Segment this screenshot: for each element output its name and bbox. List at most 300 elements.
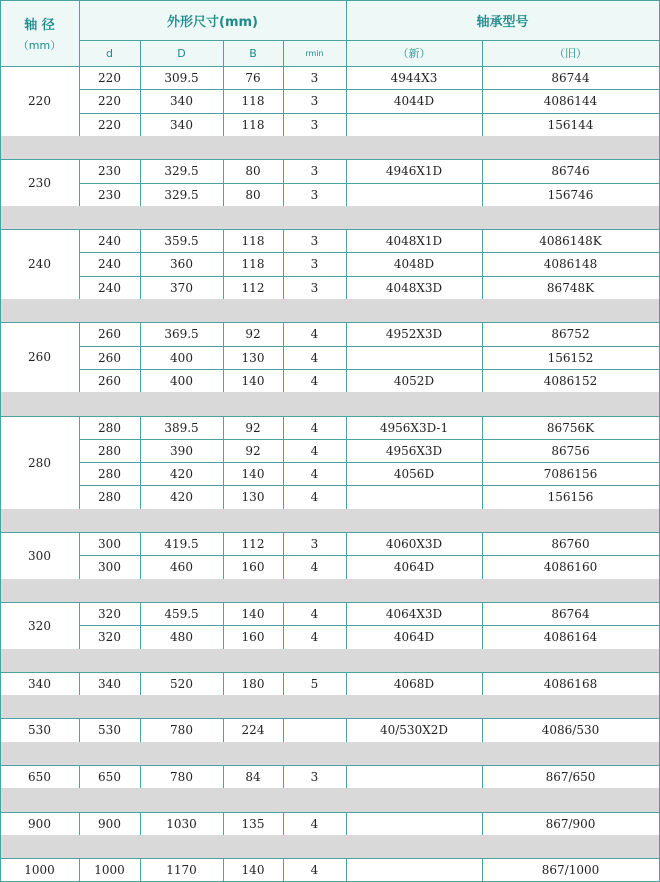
model-new-cell: 4048D [393, 257, 435, 271]
column-divider [346, 812, 347, 835]
column-divider [346, 66, 347, 136]
column-divider [482, 416, 483, 509]
inner-d-cell: 260 [98, 350, 121, 365]
column-divider [79, 229, 80, 299]
column-divider [346, 672, 347, 695]
group-separator [0, 509, 660, 532]
model-new-cell [346, 858, 482, 881]
row-divider [79, 625, 660, 626]
column-divider [283, 812, 284, 835]
column-divider [0, 649, 1, 672]
shaft-diameter-cell: 1000 [24, 862, 55, 877]
width-B-cell: 140 [241, 373, 265, 388]
column-divider [0, 532, 1, 579]
group-separator [0, 299, 660, 322]
model-new-cell: 4956X3D [385, 443, 443, 458]
column-divider [0, 159, 1, 206]
row-divider [79, 183, 660, 184]
inner-d-cell: 220 [98, 70, 121, 85]
column-divider [140, 602, 141, 649]
r-min-cell: 4 [310, 606, 319, 621]
model-old-cell: 4086/530 [541, 723, 600, 737]
group-separator [0, 695, 660, 718]
model-new-cell: 4048X1D [385, 233, 443, 248]
model-new-cell: 4068D [393, 676, 435, 691]
r-min-cell: 3 [310, 257, 319, 271]
outer-D-cell: 329.5 [164, 187, 199, 202]
column-divider [223, 858, 224, 881]
column-divider [223, 66, 224, 136]
model-old-cell: 156144 [547, 117, 594, 132]
r-min-cell: 4 [310, 862, 319, 877]
column-divider [79, 532, 80, 579]
row-divider [0, 602, 660, 603]
column-divider [0, 788, 1, 812]
model-old-cell: 867/1000 [541, 862, 600, 877]
model-new-cell: 40/530X2D [379, 723, 448, 737]
r-min-cell: 3 [310, 280, 319, 295]
outer-D-cell: 459.5 [164, 606, 199, 621]
inner-d-cell: 300 [98, 560, 121, 574]
column-divider [140, 812, 141, 835]
header-shaft-diameter [0, 1, 79, 66]
row-divider [79, 276, 660, 277]
column-divider [223, 322, 224, 392]
model-old-cell: 867/650 [545, 769, 596, 784]
outer-D-cell: 340 [170, 117, 193, 132]
outer-D-cell: 420 [170, 490, 193, 504]
inner-d-cell: 240 [98, 233, 121, 248]
outer-D-cell: 460 [170, 560, 193, 574]
column-divider [482, 765, 483, 788]
column-divider [79, 765, 80, 788]
r-min-cell: 4 [310, 350, 319, 365]
shaft-diameter-cell: 260 [28, 350, 51, 364]
header-col-rmin: rmin [283, 40, 346, 66]
header-dimensions: 外形尺寸(mm) [79, 1, 346, 40]
inner-d-cell: 220 [98, 94, 121, 108]
column-divider [346, 532, 347, 579]
outer-D-cell: 360 [170, 257, 193, 271]
column-divider [223, 812, 224, 835]
column-divider [0, 858, 1, 881]
column-divider [346, 718, 347, 742]
outer-D-cell: 1030 [166, 816, 197, 831]
column-divider [140, 66, 141, 136]
model-old-cell: 156746 [547, 187, 594, 202]
column-divider [0, 416, 1, 509]
inner-d-cell: 280 [98, 443, 121, 458]
row-divider [0, 66, 660, 67]
width-B-cell: 160 [241, 560, 265, 574]
r-min-cell: 3 [310, 164, 319, 178]
column-divider [223, 40, 224, 66]
column-divider [0, 579, 1, 602]
r-min-cell: 4 [310, 373, 319, 388]
column-divider [482, 229, 483, 299]
r-min-cell: 4 [310, 560, 319, 574]
column-divider [223, 532, 224, 579]
group-separator [0, 788, 660, 812]
header-col-d: d [79, 40, 140, 66]
header-col-outer-D: D [140, 40, 223, 66]
model-old-cell: 4086148K [539, 233, 602, 248]
column-divider [482, 66, 483, 136]
model-new-cell [346, 485, 482, 509]
row-divider [0, 0, 660, 1]
column-divider [140, 765, 141, 788]
model-new-cell: 4060X3D [385, 536, 443, 551]
column-divider [346, 159, 347, 206]
column-divider [140, 532, 141, 579]
column-divider [283, 322, 284, 392]
inner-d-cell: 280 [98, 490, 121, 504]
group-separator [0, 136, 660, 159]
column-divider [0, 322, 1, 392]
header-col-old: （旧） [482, 40, 659, 66]
shaft-diameter-cell: 530 [28, 723, 51, 737]
model-old-cell: 86760 [551, 536, 590, 551]
shaft-diameter-cell: 240 [28, 257, 51, 271]
row-divider [79, 346, 660, 347]
column-divider [79, 322, 80, 392]
column-divider [223, 416, 224, 509]
model-new-cell: 4064D [393, 630, 435, 644]
outer-D-cell: 389.5 [164, 420, 199, 435]
model-new-cell: 4952X3D [385, 327, 443, 341]
model-old-cell: 4086152 [543, 373, 598, 388]
group-separator [0, 742, 660, 765]
column-divider [0, 742, 1, 765]
row-divider [79, 462, 660, 463]
outer-D-cell: 780 [170, 769, 193, 784]
model-new-cell: 4956X3D-1 [379, 420, 449, 435]
inner-d-cell: 530 [98, 723, 121, 737]
column-divider [482, 812, 483, 835]
header-col-new: （新） [346, 40, 482, 66]
row-divider [0, 718, 660, 719]
row-divider [79, 485, 660, 486]
outer-D-cell: 419.5 [164, 536, 199, 551]
column-divider [223, 229, 224, 299]
inner-d-cell: 240 [98, 257, 121, 271]
outer-D-cell: 520 [170, 676, 193, 691]
r-min-cell: 3 [310, 70, 319, 85]
shaft-diameter-cell: 900 [28, 816, 51, 831]
model-new-cell: 4064D [393, 560, 435, 574]
header-col-B: B [223, 40, 283, 66]
r-min-cell: 4 [310, 443, 319, 458]
row-divider [79, 252, 660, 253]
inner-d-cell: 280 [98, 420, 121, 435]
column-divider [0, 718, 1, 742]
model-old-cell: 4086144 [543, 94, 598, 108]
r-min-cell: 4 [310, 490, 319, 504]
column-divider [79, 718, 80, 742]
column-divider [283, 66, 284, 136]
width-B-cell: 135 [241, 816, 265, 831]
column-divider [140, 322, 141, 392]
shaft-diameter-cell: 320 [28, 618, 51, 633]
column-divider [482, 718, 483, 742]
inner-d-cell: 900 [98, 816, 121, 831]
outer-D-cell: 340 [170, 94, 193, 108]
row-divider [79, 113, 660, 114]
r-min-cell: 4 [310, 466, 319, 481]
inner-d-cell: 220 [98, 117, 121, 132]
model-new-cell [346, 812, 482, 835]
row-divider [0, 858, 660, 859]
column-divider [140, 858, 141, 881]
model-new-cell: 4064X3D [385, 606, 443, 621]
width-B-cell: 180 [241, 676, 265, 691]
model-old-cell: 4086168 [543, 676, 598, 691]
column-divider [0, 229, 1, 299]
group-separator [0, 835, 660, 858]
outer-D-cell: 369.5 [164, 327, 199, 341]
column-divider [283, 718, 284, 742]
row-divider [79, 369, 660, 370]
inner-d-cell: 300 [98, 536, 121, 551]
row-divider [0, 532, 660, 533]
width-B-cell: 92 [245, 420, 261, 435]
width-B-cell: 118 [241, 94, 265, 108]
model-old-cell: 867/900 [545, 816, 596, 831]
r-min-cell: 3 [310, 187, 319, 202]
column-divider [0, 136, 1, 159]
outer-D-cell: 1170 [166, 862, 197, 877]
outer-D-cell: 400 [170, 373, 193, 388]
shaft-diameter-cell: 280 [28, 455, 51, 470]
outer-D-cell: 329.5 [164, 164, 199, 178]
row-divider [0, 812, 660, 813]
column-divider [79, 66, 80, 136]
header-bearing-model: 轴承型号 [346, 1, 659, 40]
row-divider [0, 159, 660, 160]
r-min-cell: 4 [310, 420, 319, 435]
model-new-cell [346, 183, 482, 206]
width-B-cell: 76 [245, 70, 261, 85]
r-min-cell: 3 [310, 769, 319, 784]
width-B-cell: 112 [241, 536, 265, 551]
group-separator [0, 206, 660, 229]
column-divider [283, 532, 284, 579]
inner-d-cell: 230 [98, 164, 121, 178]
model-new-cell: 4052D [393, 373, 435, 388]
column-divider [482, 322, 483, 392]
column-divider [79, 672, 80, 695]
width-B-cell: 130 [241, 490, 265, 504]
r-min-cell: 4 [310, 816, 319, 831]
column-divider [346, 765, 347, 788]
column-divider [140, 229, 141, 299]
outer-D-cell: 780 [170, 723, 193, 737]
row-divider [0, 322, 660, 323]
column-divider [283, 672, 284, 695]
width-B-cell: 130 [241, 350, 265, 365]
width-B-cell: 118 [241, 257, 265, 271]
model-old-cell: 86746 [551, 164, 590, 178]
row-divider [0, 672, 660, 673]
model-new-cell: 4048X3D [385, 280, 443, 295]
column-divider [140, 672, 141, 695]
model-old-cell: 4086164 [543, 630, 598, 644]
width-B-cell: 92 [245, 327, 261, 341]
inner-d-cell: 320 [98, 630, 121, 644]
inner-d-cell: 1000 [94, 862, 125, 877]
column-divider [346, 416, 347, 509]
column-divider [0, 392, 1, 416]
column-divider [482, 532, 483, 579]
model-old-cell: 86748K [546, 280, 595, 295]
column-divider [140, 40, 141, 66]
r-min-cell: 3 [310, 94, 319, 108]
r-min-cell [283, 718, 346, 742]
row-divider [0, 416, 660, 417]
row-divider [79, 555, 660, 556]
model-old-cell: 86744 [551, 70, 590, 85]
model-old-cell: 86756 [551, 443, 590, 458]
r-min-cell: 5 [310, 676, 319, 691]
column-divider [482, 602, 483, 649]
column-divider [0, 66, 1, 136]
column-divider [0, 672, 1, 695]
column-divider [140, 718, 141, 742]
row-divider [0, 765, 660, 766]
column-divider [0, 695, 1, 718]
column-divider [0, 765, 1, 788]
model-new-cell [346, 346, 482, 369]
inner-d-cell: 650 [98, 769, 121, 784]
model-old-cell: 4086160 [543, 560, 598, 574]
column-divider [283, 765, 284, 788]
width-B-cell: 140 [241, 606, 265, 621]
column-divider [346, 322, 347, 392]
column-divider [0, 299, 1, 322]
group-separator [0, 649, 660, 672]
header-shaft-diameter-label: 轴 径 [24, 18, 55, 33]
model-old-cell: 86752 [551, 327, 590, 341]
column-divider [346, 858, 347, 881]
column-divider [482, 40, 483, 66]
model-old-cell: 156152 [547, 350, 594, 365]
r-min-cell: 3 [310, 233, 319, 248]
outer-D-cell: 370 [170, 280, 193, 295]
inner-d-cell: 260 [98, 327, 121, 341]
inner-d-cell: 340 [98, 676, 121, 691]
inner-d-cell: 260 [98, 373, 121, 388]
column-divider [283, 229, 284, 299]
width-B-cell: 224 [241, 723, 265, 737]
column-divider [79, 858, 80, 881]
width-B-cell: 160 [241, 630, 265, 644]
column-divider [482, 159, 483, 206]
model-old-cell: 86756K [546, 420, 595, 435]
column-divider [283, 602, 284, 649]
column-divider [79, 0, 80, 66]
column-divider [223, 159, 224, 206]
row-divider [79, 89, 660, 90]
column-divider [223, 765, 224, 788]
r-min-cell: 4 [310, 327, 319, 341]
column-divider [0, 812, 1, 835]
shaft-diameter-cell: 650 [28, 769, 51, 784]
column-divider [0, 602, 1, 649]
column-divider [140, 159, 141, 206]
outer-D-cell: 309.5 [164, 70, 199, 85]
column-divider [223, 672, 224, 695]
inner-d-cell: 230 [98, 187, 121, 202]
outer-D-cell: 420 [170, 466, 193, 481]
row-divider [0, 229, 660, 230]
outer-D-cell: 480 [170, 630, 193, 644]
column-divider [482, 858, 483, 881]
width-B-cell: 140 [241, 466, 265, 481]
shaft-diameter-cell: 220 [28, 94, 51, 108]
model-new-cell [346, 765, 482, 788]
r-min-cell: 3 [310, 536, 319, 551]
inner-d-cell: 320 [98, 606, 121, 621]
column-divider [223, 718, 224, 742]
column-divider [79, 416, 80, 509]
column-divider [482, 672, 483, 695]
column-divider [346, 0, 347, 66]
outer-D-cell: 359.5 [164, 233, 199, 248]
r-min-cell: 4 [310, 630, 319, 644]
width-B-cell: 92 [245, 443, 261, 458]
shaft-diameter-cell: 230 [28, 175, 51, 190]
row-divider [79, 40, 660, 41]
column-divider [0, 835, 1, 858]
inner-d-cell: 280 [98, 466, 121, 481]
column-divider [283, 416, 284, 509]
outer-D-cell: 400 [170, 350, 193, 365]
inner-d-cell: 240 [98, 280, 121, 295]
model-new-cell: 4944X3 [390, 70, 438, 85]
column-divider [79, 602, 80, 649]
shaft-diameter-cell: 300 [28, 548, 51, 563]
width-B-cell: 140 [241, 862, 265, 877]
model-old-cell: 156156 [547, 490, 594, 504]
group-separator [0, 579, 660, 602]
model-old-cell: 86764 [551, 606, 590, 621]
header-shaft-diameter-unit: （mm） [17, 39, 62, 52]
column-divider [283, 858, 284, 881]
column-divider [79, 812, 80, 835]
column-divider [0, 206, 1, 229]
model-new-cell: 4946X1D [385, 164, 443, 178]
column-divider [283, 159, 284, 206]
column-divider [223, 602, 224, 649]
shaft-diameter-cell: 340 [28, 676, 51, 691]
width-B-cell: 112 [241, 280, 265, 295]
width-B-cell: 84 [245, 769, 261, 784]
r-min-cell: 3 [310, 117, 319, 132]
column-divider [283, 40, 284, 66]
column-divider [346, 229, 347, 299]
column-divider [79, 159, 80, 206]
column-divider [0, 0, 1, 66]
row-divider [79, 439, 660, 440]
model-new-cell: 4056D [393, 466, 435, 481]
width-B-cell: 80 [245, 187, 261, 202]
model-old-cell: 7086156 [543, 466, 598, 481]
outer-D-cell: 390 [170, 443, 193, 458]
column-divider [346, 602, 347, 649]
column-divider [0, 509, 1, 532]
column-divider [140, 416, 141, 509]
width-B-cell: 118 [241, 233, 265, 248]
